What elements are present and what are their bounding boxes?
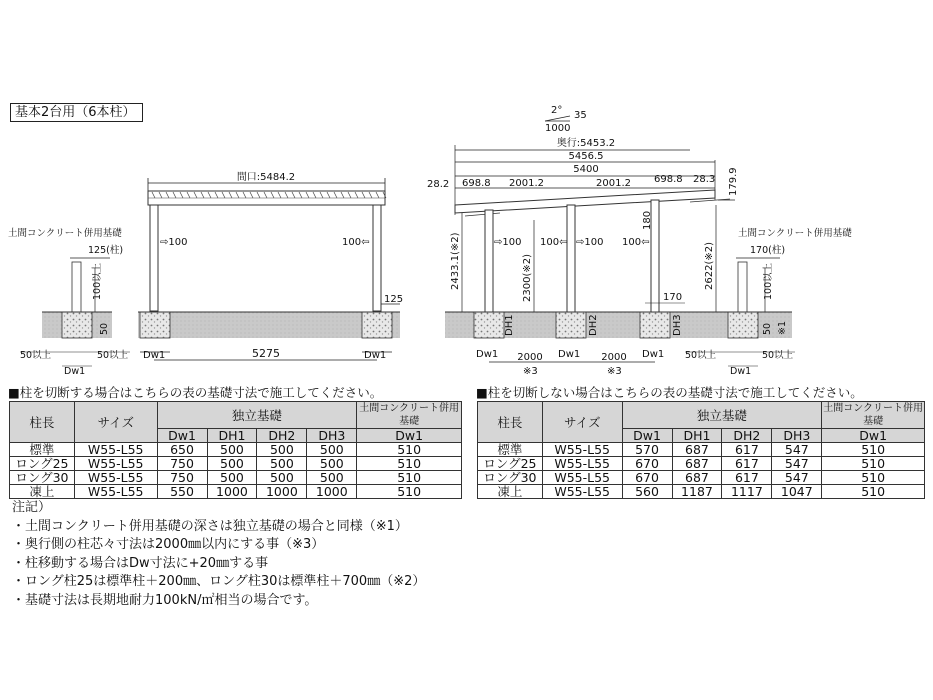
col-size: サイズ — [542, 402, 622, 443]
col-independent: 独立基礎 — [622, 402, 822, 429]
gap-125-label: 125 — [384, 294, 404, 305]
side-slab-50-left: 50以上 — [685, 350, 717, 361]
front-slab-dw: Dw1 — [64, 366, 86, 377]
side-view — [427, 105, 739, 377]
cell: 510 — [822, 457, 925, 471]
cell: 687 — [672, 457, 722, 471]
dw-a-label: Dw1 — [476, 349, 499, 360]
d-28-3-label: 28.3 — [693, 174, 716, 185]
table-row — [478, 485, 925, 499]
dh3-label: DH3 — [672, 314, 683, 336]
cell: 1000 — [307, 485, 357, 499]
table-row — [478, 471, 925, 485]
cell: 500 — [207, 443, 257, 457]
sub-dh1: DH1 — [207, 429, 257, 443]
d-698-right-label: 698.8 — [654, 174, 683, 185]
row-size: W55-L55 — [542, 457, 622, 471]
col-independent: 独立基礎 — [157, 402, 357, 429]
col-slab: 土間コンクリート併用基礎 — [823, 403, 924, 427]
sep-3-label: ⇨100 — [576, 237, 604, 248]
front-slab-50-left: 50以上 — [20, 350, 52, 361]
table-row — [10, 457, 462, 471]
table-row — [478, 457, 925, 471]
cell: 687 — [672, 471, 722, 485]
d-2001-right-label: 2001.2 — [596, 178, 631, 189]
cell: 1047 — [772, 485, 822, 499]
front-slab-title: 土間コンクリート併用基礎 — [8, 228, 122, 239]
cell: 510 — [357, 457, 462, 471]
h-2300-label: 2300(※2) — [522, 254, 533, 302]
cell: 510 — [822, 471, 925, 485]
side-slab-title: 土間コンクリート併用基礎 — [738, 228, 852, 239]
row-label: 凍上 — [10, 485, 75, 499]
foundation-right — [362, 312, 392, 338]
cell: 1000 — [257, 485, 307, 499]
side-post-middle — [567, 205, 575, 312]
cell: 500 — [257, 443, 307, 457]
row-size: W55-L55 — [542, 471, 622, 485]
cell: 550 — [157, 485, 207, 499]
left-sep-label: ⇨100 — [160, 237, 188, 248]
sub-dw1: Dw1 — [157, 429, 207, 443]
cell: 670 — [622, 457, 672, 471]
d-5456-label: 5456.5 — [568, 151, 604, 162]
table-row — [10, 485, 462, 499]
slope-angle-label: 2° — [551, 105, 563, 116]
row-label: 凍上 — [478, 485, 543, 499]
sub-dh2: DH2 — [722, 429, 772, 443]
note-item: ・ロング柱25は標準柱＋200㎜、ロング柱30は標準柱＋700㎜（※2） — [12, 574, 426, 589]
cell: 500 — [207, 471, 257, 485]
cell: 500 — [307, 457, 357, 471]
row-size: W55-L55 — [542, 443, 622, 457]
cell: 1000 — [207, 485, 257, 499]
table-row — [10, 443, 462, 457]
row-label: 標準 — [10, 443, 75, 457]
cell: 547 — [772, 457, 822, 471]
notes-title: 注記） — [12, 500, 52, 515]
h-170-label: 170 — [663, 292, 683, 303]
right-spec-table — [477, 401, 925, 499]
h-2622-label: 2622(※2) — [704, 242, 715, 290]
roof-side — [455, 190, 715, 213]
right-post — [373, 205, 381, 311]
col-length: 柱長 — [10, 402, 75, 443]
sub-dh3: DH3 — [307, 429, 357, 443]
cell: 510 — [822, 485, 925, 499]
side-slab-50: 50 — [762, 322, 773, 335]
cell: 547 — [772, 471, 822, 485]
front-slab-col: 125(柱) — [88, 245, 124, 256]
col-slab: 土間コンクリート併用基礎 — [357, 402, 462, 429]
left-post — [150, 205, 158, 311]
cell: 510 — [357, 471, 462, 485]
cell: 500 — [207, 457, 257, 471]
side-slab-50-right: 50以上 — [762, 350, 794, 361]
ground-front — [138, 312, 400, 338]
cell: 1187 — [672, 485, 722, 499]
cell: 1117 — [722, 485, 772, 499]
front-slab-50: 50 — [99, 322, 110, 335]
d-2001-left-label: 2001.2 — [509, 178, 544, 189]
row-size: W55-L55 — [542, 485, 622, 499]
dh1-label: DH1 — [504, 314, 515, 336]
front-slab-detail — [8, 227, 130, 377]
d-179-label: 179.9 — [728, 167, 739, 196]
cell: 500 — [307, 443, 357, 457]
diagram-heading: 基本2台用（6本柱） — [10, 103, 143, 122]
cell: 617 — [722, 443, 772, 457]
sub-dh3: DH3 — [772, 429, 822, 443]
cell: 650 — [157, 443, 207, 457]
row-label: ロング25 — [478, 457, 543, 471]
cell: 500 — [257, 457, 307, 471]
front-slab-50-right: 50以上 — [97, 350, 129, 361]
note-item: ・土間コンクリート併用基礎の深さは独立基礎の場合と同様（※1） — [12, 518, 408, 534]
table-row — [478, 443, 925, 457]
col-size: サイズ — [74, 402, 157, 443]
dw-left-label: Dw1 — [143, 350, 166, 361]
right-table-title: ■柱を切断しない場合はこちらの表の基礎寸法で施工してください。 — [476, 385, 863, 400]
row-label: 標準 — [478, 443, 543, 457]
cell: 510 — [357, 443, 462, 457]
row-label: ロング25 — [10, 457, 75, 471]
dw-c-label: Dw1 — [642, 349, 665, 360]
cell: 750 — [157, 457, 207, 471]
foundation-left — [140, 312, 170, 338]
row-label: ロング30 — [10, 471, 75, 485]
notes-block — [12, 499, 425, 610]
sub-dw1: Dw1 — [622, 429, 672, 443]
cell: 750 — [157, 471, 207, 485]
sep-1-label: ⇨100 — [494, 237, 522, 248]
dw-b-label: Dw1 — [558, 349, 581, 360]
cell: 500 — [257, 471, 307, 485]
cell: 687 — [672, 443, 722, 457]
note-b-label: ※3 — [607, 366, 622, 377]
row-label: ロング30 — [478, 471, 543, 485]
sep-2-label: 100⇦ — [540, 237, 568, 248]
left-spec-table — [9, 401, 462, 499]
cell: 510 — [822, 443, 925, 457]
cell: 670 — [622, 471, 672, 485]
dh2-label: DH2 — [588, 314, 599, 336]
front-view — [138, 171, 403, 361]
h-2433-label: 2433.1(※2) — [450, 232, 461, 290]
d-28-2-label: 28.2 — [427, 179, 450, 190]
row-size: W55-L55 — [74, 471, 157, 485]
cell: 617 — [722, 457, 772, 471]
row-size: W55-L55 — [74, 443, 157, 457]
right-sep-label: 100⇦ — [342, 237, 370, 248]
span-label: 5275 — [252, 347, 280, 360]
cell: 500 — [307, 471, 357, 485]
left-table-title: ■柱を切断する場合はこちらの表の基礎寸法で施工してください。 — [8, 385, 383, 400]
side-slab-col: 170(柱) — [750, 245, 786, 256]
table-row — [10, 471, 462, 485]
sub-slab-dw1: Dw1 — [357, 429, 462, 443]
slope-1000-label: 1000 — [545, 123, 571, 134]
h-180-label: 180 — [642, 210, 653, 230]
row-size: W55-L55 — [74, 457, 157, 471]
note-item: ・奥行側の柱芯々寸法は2000㎜以内にする事（※3） — [12, 537, 325, 552]
col-length: 柱長 — [478, 402, 543, 443]
sep-4-label: 100⇦ — [622, 237, 650, 248]
slope-35-label: 35 — [574, 110, 587, 121]
side-post-front — [485, 210, 493, 312]
front-slab-depth: 100以上 — [92, 262, 103, 300]
cell: 570 — [622, 443, 672, 457]
cell: 547 — [772, 443, 822, 457]
row-size: W55-L55 — [74, 485, 157, 499]
span-b-label: 2000 — [601, 352, 627, 363]
note-item: ・柱移動する場合はDw寸法に+20㎜する事 — [12, 555, 269, 571]
sub-dh2: DH2 — [257, 429, 307, 443]
cell: 560 — [622, 485, 672, 499]
dw-right-label: Dw1 — [364, 350, 387, 361]
sub-dh1: DH1 — [672, 429, 722, 443]
side-slab-depth: 100以上 — [763, 262, 774, 300]
note-item: ・基礎寸法は長期地耐力100kN/㎡相当の場合です。 — [12, 592, 318, 608]
span-a-label: 2000 — [517, 352, 543, 363]
sub-slab-dw1: Dw1 — [822, 429, 925, 443]
side-slab-note: ※1 — [777, 320, 788, 335]
cell: 510 — [357, 485, 462, 499]
d-698-left-label: 698.8 — [462, 178, 491, 189]
note-a-label: ※3 — [523, 366, 538, 377]
side-slab-dw: Dw1 — [730, 366, 752, 377]
d-5400-label: 5400 — [573, 164, 599, 175]
depth-label: 奥行:5453.2 — [556, 138, 616, 149]
cell: 617 — [722, 471, 772, 485]
width-label: 間口:5484.2 — [236, 172, 296, 183]
